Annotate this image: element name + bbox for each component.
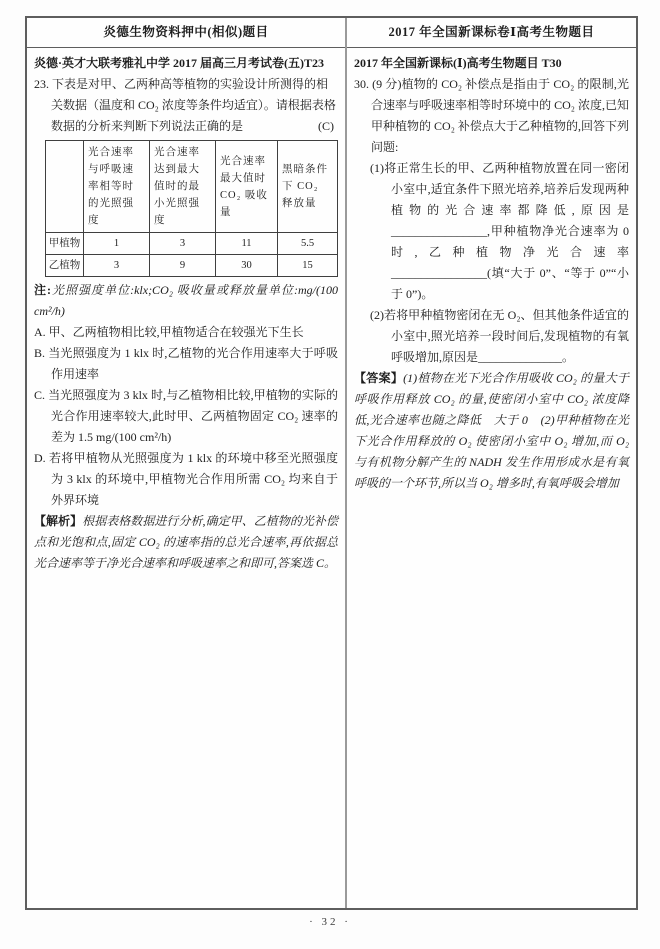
analysis-text: 根据表格数据进行分析,确定甲、乙植物的光补偿点和光饱和点,固定 CO₂ 的速率指的总光合速率,再依据总光合速率等于净光合速率和呼吸速率之和即可,答案选 C。 xyxy=(34,514,338,570)
option-d xyxy=(34,448,338,511)
table-row xyxy=(46,255,338,277)
option-c xyxy=(34,385,338,448)
option-letter: A. xyxy=(34,325,46,339)
answer-label: 【答案】 xyxy=(354,371,404,385)
note-label: 注: xyxy=(34,283,52,297)
question-part-2 xyxy=(370,305,629,368)
note-text: 光照强度单位:klx;CO₂ 吸收量或释放量单位:mg/(100 cm²/h) xyxy=(34,283,338,318)
right-column xyxy=(347,18,636,908)
right-column-body xyxy=(347,48,636,494)
option-text: 当光照强度为 1 klx 时,乙植物的光合作用速率大于呼吸作用速率 xyxy=(48,346,338,381)
question-number: 23. xyxy=(34,77,49,91)
row-label: 乙植物 xyxy=(46,255,84,277)
comparison-sheet xyxy=(25,16,638,910)
option-text: 当光照强度为 3 klx 时,与乙植物相比较,甲植物的实际的光合作用速率较大,此时甲、乙两植物固定 CO₂ 速率的差为 1.5 mg/(100 cm²/h) xyxy=(48,388,339,444)
table-header-cell xyxy=(46,141,84,233)
table-cell: 1 xyxy=(84,233,150,255)
table-row xyxy=(46,233,338,255)
table-cell: 3 xyxy=(150,233,216,255)
analysis-label: 【解析】 xyxy=(34,514,83,528)
option-text: 甲、乙两植物相比较,甲植物适合在较强光下生长 xyxy=(48,325,304,339)
right-column-header: 2017 年全国新课标卷Ⅰ高考生物题目 xyxy=(347,18,636,48)
option-letter: C. xyxy=(34,388,46,402)
table-cell: 11 xyxy=(216,233,278,255)
page-number: · 32 · xyxy=(309,916,351,928)
part-text: 若将甲种植物密闭在无 O₂、但其他条件适宜的小室中,照光培养一段时间后,发现植物的有氧呼吸增加,原因是______________。 xyxy=(384,308,629,364)
table-header-cell: 黑暗条件下 CO₂ 释放量 xyxy=(278,141,338,233)
question-30 xyxy=(354,74,629,158)
table-cell: 9 xyxy=(150,255,216,277)
table-header-cell: 光合速率与呼吸速率相等时的光照强度 xyxy=(84,141,150,233)
table-cell: 15 xyxy=(278,255,338,277)
table-header-cell: 光合速率最大值时 CO₂ 吸收量 xyxy=(216,141,278,233)
option-letter: D. xyxy=(34,451,46,465)
option-letter: B. xyxy=(34,346,46,360)
table-cell: 5.5 xyxy=(278,233,338,255)
part-number: (1) xyxy=(370,161,384,175)
option-a xyxy=(34,322,338,343)
analysis-paragraph xyxy=(34,511,338,574)
question-23 xyxy=(34,74,338,137)
part-text: 将正常生长的甲、乙两种植物放置在同一密闭小室中,适宜条件下照光培养,培养后发现两种植物的光合速率都降低,原因是________________,甲种植物净光合速率为 0 时,乙种植物净光合速率________________(填“大于 0”、“等于 0”“小于 0”)。 xyxy=(384,161,629,301)
question-text: 下表是对甲、乙两种高等植物的实验设计所测得的相关数据（温度和 CO₂ 浓度等条件均适宜）。请根据表格数据的分析来判断下列说法正确的是 xyxy=(51,77,336,133)
question-number: 30. xyxy=(354,77,369,91)
row-label: 甲植物 xyxy=(46,233,84,255)
answer-text: (1)植物在光下光合作用吸收 CO₂ 的量大于呼吸作用释放 CO₂ 的量,使密闭小室中 CO₂ 浓度降低,光合速率也随之降低 大于 0 (2)甲种植物在光下光合作用释放的 O₂ 使密闭小室中 O₂ 增加,而 O₂ 与有机物分解产生的 NADH 发生作用形成水是有氧呼吸的一个环节,所以当 O₂ 增多时,有氧呼吸会增加 xyxy=(354,371,629,490)
table-note xyxy=(34,280,338,322)
option-b xyxy=(34,343,338,385)
right-source-line: 2017 年全国新课标(Ⅰ)高考生物题目 T30 xyxy=(354,56,562,70)
option-text: 若将甲植物从光照强度为 1 klx 的环境中移至光照强度为 3 klx 的环境中,甲植物光合作用所需 CO₂ 均来自于外界环境 xyxy=(48,451,338,507)
data-table xyxy=(45,140,338,277)
table-cell: 30 xyxy=(216,255,278,277)
question-part-1 xyxy=(370,158,629,305)
table-header-cell: 光合速率达到最大值时的最小光照强度 xyxy=(150,141,216,233)
answer-paragraph xyxy=(354,368,629,494)
answer-letter: (C) xyxy=(318,119,334,133)
table-header-row xyxy=(46,141,338,233)
part-number: (2) xyxy=(370,308,384,322)
left-column-body xyxy=(27,48,345,574)
question-intro: (9 分)植物的 CO₂ 补偿点是指由于 CO₂ 的限制,光合速率与呼吸速率相等时环境中的 CO₂ 浓度,已知甲种植物的 CO₂ 补偿点大于乙种植物的,回答下列问题: xyxy=(371,77,630,154)
table-cell: 3 xyxy=(84,255,150,277)
left-column xyxy=(27,18,347,908)
left-column-header: 炎德生物资料押中(相似)题目 xyxy=(27,18,345,48)
left-source-line: 炎德·英才大联考雅礼中学 2017 届高三月考试卷(五)T23 xyxy=(34,56,324,70)
